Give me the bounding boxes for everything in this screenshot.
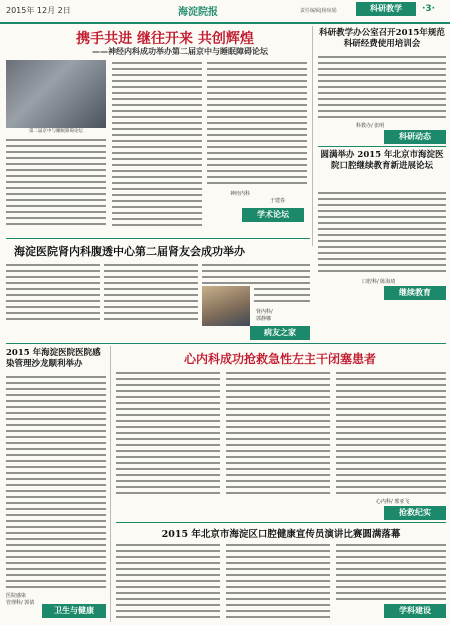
forum-byline-dept: 神经内科 bbox=[230, 191, 251, 197]
tag-rescue-report: 抢救纪实 bbox=[384, 506, 446, 520]
oral-health-body-col2 bbox=[226, 542, 330, 618]
nephrology-byline-author: 郭静娜 bbox=[256, 316, 272, 322]
funding-body bbox=[318, 54, 446, 120]
divider-line bbox=[6, 343, 446, 344]
article-title-funding: 科研教学办公室召开2015年规范科研经费使用培训会 bbox=[319, 28, 445, 49]
divider-line bbox=[318, 146, 446, 147]
forum-photo-caption: 第二届京中与睡眠障碍论坛 bbox=[29, 129, 83, 134]
section-badge: 科研教学 bbox=[356, 2, 416, 16]
tag-continuing-education: 继续教育 bbox=[384, 286, 446, 300]
dental-body bbox=[318, 190, 446, 276]
issue-date: 2015年 12月 2日 bbox=[6, 6, 71, 15]
nephrology-body-col2 bbox=[104, 262, 198, 322]
nephrology-body-col3 bbox=[202, 262, 310, 284]
dental-byline: 口腔科/ 陈海琦 bbox=[362, 279, 396, 285]
article-title-cardiology: 心内科成功抢救急性左主干闭塞患者 bbox=[183, 352, 376, 366]
funding-byline: 科教办/ 张明 bbox=[356, 123, 385, 129]
nephrology-body-col4 bbox=[254, 286, 310, 306]
forum-photo bbox=[6, 60, 106, 128]
divider-line bbox=[6, 238, 310, 239]
tag-health: 卫生与健康 bbox=[42, 604, 106, 618]
article-title-oral-health: 2015 年北京市海淀区口腔健康宣传员演讲比赛圆满落幕 bbox=[161, 529, 401, 540]
nephrology-photo bbox=[202, 286, 250, 326]
column-divider bbox=[110, 346, 111, 622]
forum-body-col3 bbox=[207, 60, 307, 188]
cardiology-body-col3 bbox=[336, 370, 446, 496]
cardiology-byline: 心内科/ 邢亚飞 bbox=[376, 499, 410, 505]
page-number: ·3· bbox=[422, 4, 436, 14]
tag-discipline-building: 学科建设 bbox=[384, 604, 446, 618]
cardiology-body-col2 bbox=[226, 370, 330, 496]
oral-health-body-col3 bbox=[336, 542, 446, 600]
oral-health-body-col1 bbox=[116, 542, 220, 618]
paper-name: 海淀院报 bbox=[178, 7, 218, 18]
forum-byline-author: 于建春 bbox=[270, 198, 286, 204]
column-divider bbox=[312, 26, 313, 246]
nephrology-byline-dept: 肾内科/ bbox=[256, 309, 273, 315]
nephrology-body-col1 bbox=[6, 262, 100, 322]
tag-research-news: 科研动态 bbox=[384, 130, 446, 144]
forum-body-col2 bbox=[112, 60, 202, 230]
divider-line bbox=[116, 522, 446, 523]
editor-credit: 责任编辑|杨琼娟 bbox=[300, 8, 337, 14]
forum-body-col1 bbox=[6, 137, 106, 229]
page-header bbox=[0, 0, 450, 24]
infection-byline-author: 管理科/ 郭倩 bbox=[6, 600, 35, 606]
infection-body bbox=[6, 374, 106, 590]
cardiology-body-col1 bbox=[116, 370, 220, 496]
article-title-forum: 携手共进 继往开来 共创辉煌 bbox=[76, 31, 254, 47]
article-subtitle-forum: ——神经内科成功举办第二届京中与睡眠障碍论坛 bbox=[92, 47, 268, 56]
tag-academic-forum: 学术论坛 bbox=[242, 208, 304, 222]
infection-byline-dept: 医院感染 bbox=[6, 593, 27, 599]
article-title-infection: 2015 年海淀医院医院感染管理沙龙顺利举办 bbox=[6, 348, 101, 369]
article-title-dental: 圆满举办 2015 年北京市海淀医院口腔继续教育新进展论坛 bbox=[320, 150, 444, 171]
article-title-nephrology: 海淀医院肾内科腹透中心第二届肾友会成功举办 bbox=[14, 245, 245, 258]
tag-patient-community: 病友之家 bbox=[250, 326, 310, 340]
